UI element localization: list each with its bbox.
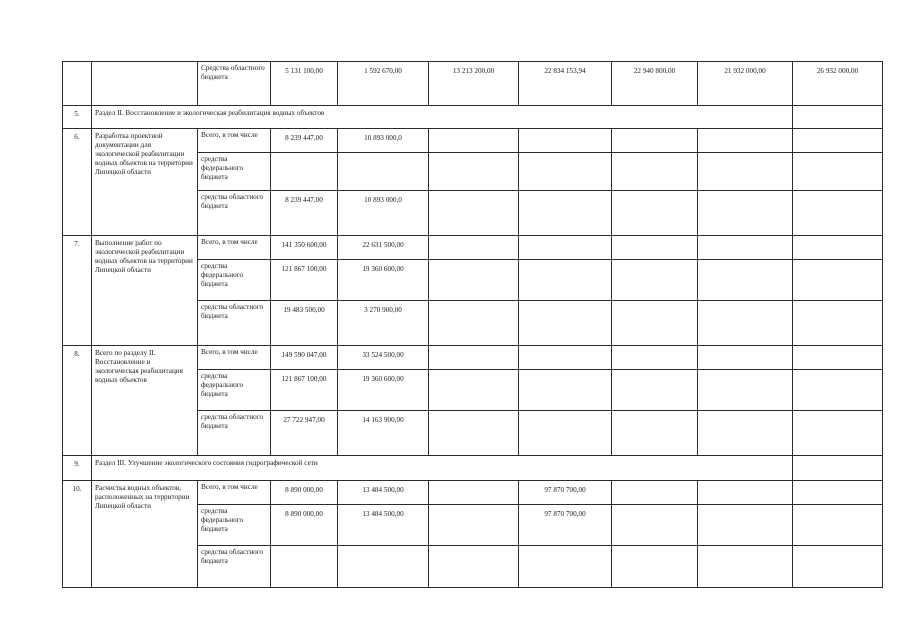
row-number: 10. bbox=[63, 481, 92, 588]
value-cell: 121 867 100,00 bbox=[271, 260, 338, 301]
desc-cell: Всего по разделу II. Восстановление и экологическая реабилитация водных объектов bbox=[92, 346, 198, 456]
desc-cell: Разработка проектной документации для экологической реабилитации водных объектов на территории Липецкой области bbox=[92, 129, 198, 236]
value-cell: 22 834 153,94 bbox=[519, 62, 612, 106]
value-cell: 19 360 600,00 bbox=[338, 260, 429, 301]
value-cell: 26 932 000,00 bbox=[793, 62, 883, 106]
value-cell: 8 890 000,00 bbox=[271, 481, 338, 505]
row-number: 6. bbox=[63, 129, 92, 236]
kind-cell: средства федерального бюджета bbox=[198, 370, 271, 411]
kind-cell: Всего, в том числе bbox=[198, 481, 271, 505]
value-cell: 27 722 947,00 bbox=[271, 411, 338, 456]
table-row bbox=[63, 236, 883, 260]
kind-cell: средства федерального бюджета bbox=[198, 505, 271, 546]
value-cell: 8 239 447,00 bbox=[271, 129, 338, 153]
kind-cell: средства областного бюджета bbox=[198, 411, 271, 456]
value-cell: 10 893 000,0 bbox=[338, 129, 429, 153]
desc-cell: Расчистка водных объектов, расположенных на территории Липецкой области bbox=[92, 481, 198, 588]
value-cell: 14 163 900,00 bbox=[338, 411, 429, 456]
section-row bbox=[63, 106, 883, 129]
section-title: Раздел II. Восстановление и экологическая реабилитация водных объектов bbox=[92, 106, 793, 129]
num-cell bbox=[63, 62, 92, 106]
value-cell: 22 631 500,00 bbox=[338, 236, 429, 260]
value-cell: 19 483 500,00 bbox=[271, 301, 338, 346]
value-cell: 121 867 100,00 bbox=[271, 370, 338, 411]
row-number: 9. bbox=[63, 456, 92, 481]
value-cell: 22 940 800,00 bbox=[612, 62, 698, 106]
value-cell: 21 932 000,00 bbox=[698, 62, 793, 106]
value-cell: 8 890 000,00 bbox=[271, 505, 338, 546]
value-cell: 13 484 500,00 bbox=[338, 505, 429, 546]
value-cell: 97 870 700,00 bbox=[519, 481, 612, 505]
value-cell: 13 213 200,00 bbox=[429, 62, 519, 106]
table-row bbox=[63, 346, 883, 370]
value-cell: 5 131 100,00 bbox=[271, 62, 338, 106]
kind-cell: Всего, в том числе bbox=[198, 236, 271, 260]
table-row bbox=[63, 481, 883, 505]
table-row bbox=[63, 62, 883, 106]
section-title: Раздел III. Улучшение экологического состояния гидрографической сети bbox=[92, 456, 793, 481]
value-cell bbox=[793, 106, 883, 129]
desc-cell: Выполнение работ по экологической реабилитации водных объектов на территории Липецкой области bbox=[92, 236, 198, 346]
kind-cell: средства федерального бюджета bbox=[198, 260, 271, 301]
value-cell: 1 592 670,00 bbox=[338, 62, 429, 106]
kind-cell: Всего, в том числе bbox=[198, 346, 271, 370]
value-cell: 13 484 500,00 bbox=[338, 481, 429, 505]
value-cell: 97 870 700,00 bbox=[519, 505, 612, 546]
value-cell: 19 360 600,00 bbox=[338, 370, 429, 411]
kind-cell: Средства областного бюджета bbox=[198, 62, 271, 106]
kind-cell: средства областного бюджета bbox=[198, 191, 271, 236]
value-cell: 10 893 000,0 bbox=[338, 191, 429, 236]
kind-cell: средства областного бюджета bbox=[198, 546, 271, 588]
value-cell: 33 524 500,00 bbox=[338, 346, 429, 370]
value-cell: 149 590 047,00 bbox=[271, 346, 338, 370]
value-cell: 141 350 600,00 bbox=[271, 236, 338, 260]
row-number: 7. bbox=[63, 236, 92, 346]
value-cell: 3 270 900,00 bbox=[338, 301, 429, 346]
section-row bbox=[63, 456, 883, 481]
value-cell: 8 239 447,00 bbox=[271, 191, 338, 236]
kind-cell: средства областного бюджета bbox=[198, 301, 271, 346]
kind-cell: Всего, в том числе bbox=[198, 129, 271, 153]
row-number: 8. bbox=[63, 346, 92, 456]
budget-table bbox=[62, 61, 883, 588]
table-row bbox=[63, 129, 883, 153]
kind-cell: средства федерального бюджета bbox=[198, 153, 271, 191]
value-cell bbox=[793, 456, 883, 481]
desc-cell bbox=[92, 62, 198, 106]
row-number: 5. bbox=[63, 106, 92, 129]
